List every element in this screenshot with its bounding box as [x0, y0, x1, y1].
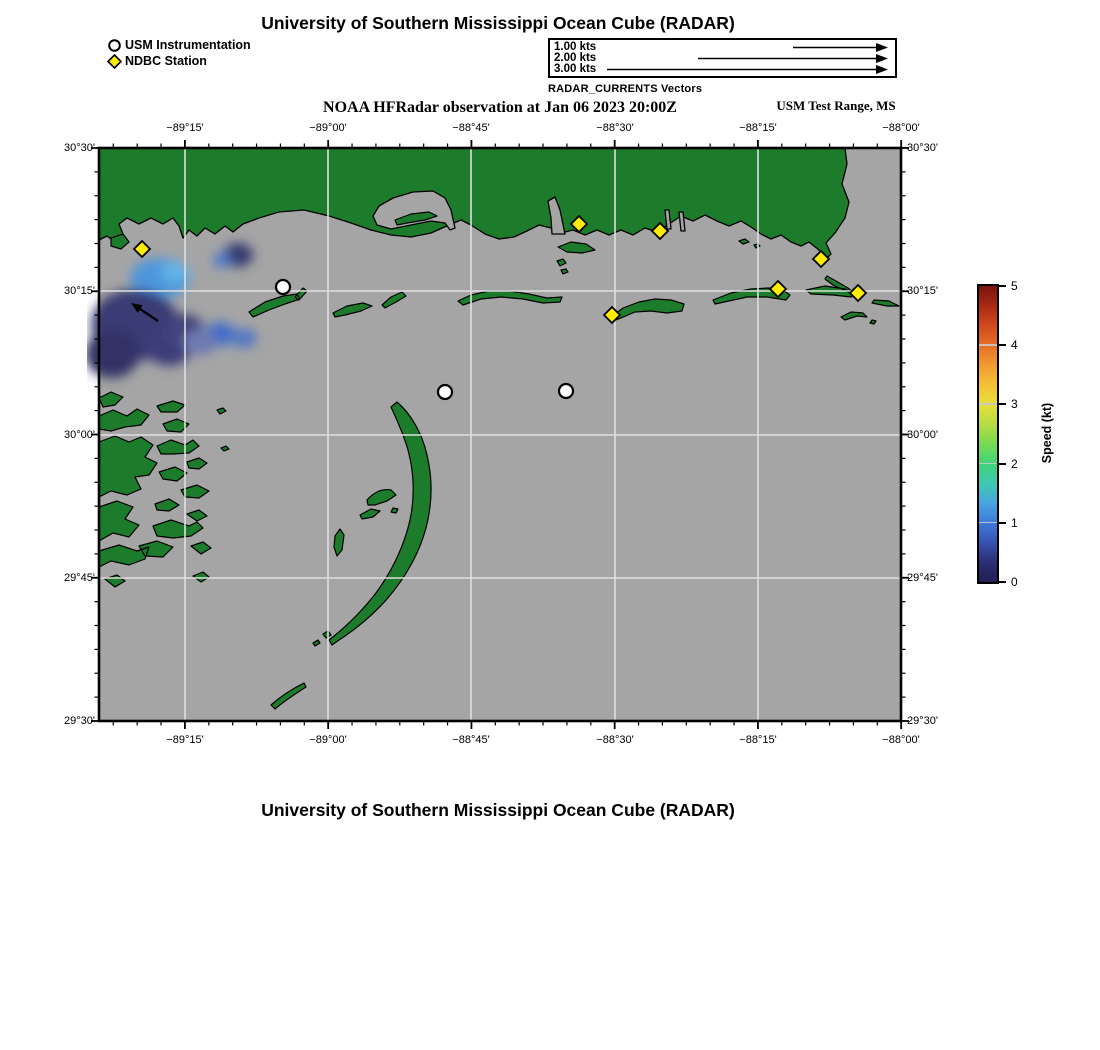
vector-scale-label-3: 3.00 kts — [554, 63, 597, 75]
lon-tick-label-top: −88°45' — [452, 122, 490, 134]
vector-scale-label-1: 1.00 kts — [554, 41, 597, 53]
usm-circle-icon — [107, 38, 122, 53]
lat-tick-label-right: 30°00' — [907, 429, 938, 441]
colorbar-tick-label: 5 — [1011, 279, 1018, 293]
lat-tick-label-right: 30°30' — [907, 142, 938, 154]
lon-tick-label-bottom: −88°45' — [452, 734, 490, 746]
lat-tick-label-left: 30°15' — [64, 285, 95, 297]
lon-tick-label-bottom: −88°00' — [882, 734, 920, 746]
vector-scale-label-2: 2.00 kts — [554, 52, 597, 64]
lat-tick-label-right: 30°15' — [907, 285, 938, 297]
colorbar-tick-label: 2 — [1011, 456, 1018, 471]
legend-label-usm: USM Instrumentation — [125, 38, 251, 52]
lat-tick-label-left: 29°30' — [64, 715, 95, 727]
lon-tick-label-top: −89°15' — [166, 122, 204, 134]
legend-row-usm — [107, 37, 251, 53]
colorbar-tick-label: 4 — [1011, 338, 1018, 353]
colorbar-tick-label: 3 — [1011, 397, 1018, 412]
vector-scale-box — [548, 38, 897, 78]
colorbar-tick-label: 0 — [1011, 575, 1018, 589]
figure-title-top: University of Southern Mississippi Ocean Cube (RADAR) — [261, 13, 735, 33]
speed-patch — [183, 329, 217, 355]
lat-tick-label-left: 30°30' — [64, 142, 95, 154]
usm-instrument-circle — [438, 385, 452, 399]
lat-tick-label-right: 29°45' — [907, 572, 938, 584]
map-canvas — [87, 136, 913, 733]
lon-tick-label-bottom: −88°15' — [739, 734, 777, 746]
colorbar-gradient — [979, 286, 997, 582]
lat-tick-label-left: 30°00' — [64, 429, 95, 441]
colorbar — [977, 284, 999, 584]
speed-patch — [87, 330, 139, 378]
lon-tick-label-bottom: −88°30' — [596, 734, 634, 746]
lat-tick-label-left: 29°45' — [64, 572, 95, 584]
lon-tick-label-top: −88°30' — [596, 122, 634, 134]
colorbar-tick — [999, 463, 1006, 465]
colorbar-tick — [999, 581, 1006, 583]
colorbar-tick — [999, 344, 1006, 346]
colorbar-tick — [999, 403, 1006, 405]
legend-label-ndbc: NDBC Station — [125, 54, 207, 68]
legend-row-ndbc — [107, 53, 251, 69]
colorbar-crossline — [979, 403, 997, 405]
speed-patch — [231, 328, 257, 348]
figure-title-bottom: University of Southern Mississippi Ocean Cube (RADAR) — [261, 800, 735, 820]
lon-tick-label-bottom: −89°00' — [309, 734, 347, 746]
colorbar-tick — [999, 522, 1006, 524]
colorbar-label: Speed (kt) — [1040, 402, 1054, 464]
usm-instrument-circle — [559, 384, 573, 398]
speed-patch — [213, 252, 231, 268]
lon-tick-label-top: −89°00' — [309, 122, 347, 134]
range-label: USM Test Range, MS — [776, 98, 896, 113]
colorbar-tick — [999, 285, 1006, 287]
lon-tick-label-top: −88°15' — [739, 122, 777, 134]
lat-tick-label-right: 29°30' — [907, 715, 938, 727]
colorbar-crossline — [979, 463, 997, 465]
colorbar-crossline — [979, 344, 997, 346]
usm-instrument-circle — [276, 280, 290, 294]
colorbar-crossline — [979, 522, 997, 524]
marker-legend — [107, 37, 251, 69]
colorbar-tick-label: 1 — [1011, 515, 1018, 530]
vector-scale-arrows — [550, 40, 895, 76]
ndbc-diamond-icon — [107, 54, 122, 69]
observation-subtitle: NOAA HFRadar observation at Jan 06 2023 20:00Z — [323, 99, 677, 116]
vector-caption: RADAR_CURRENTS Vectors — [548, 83, 703, 95]
lon-tick-label-bottom: −89°15' — [166, 734, 204, 746]
lon-tick-label-top: −88°00' — [882, 122, 920, 134]
